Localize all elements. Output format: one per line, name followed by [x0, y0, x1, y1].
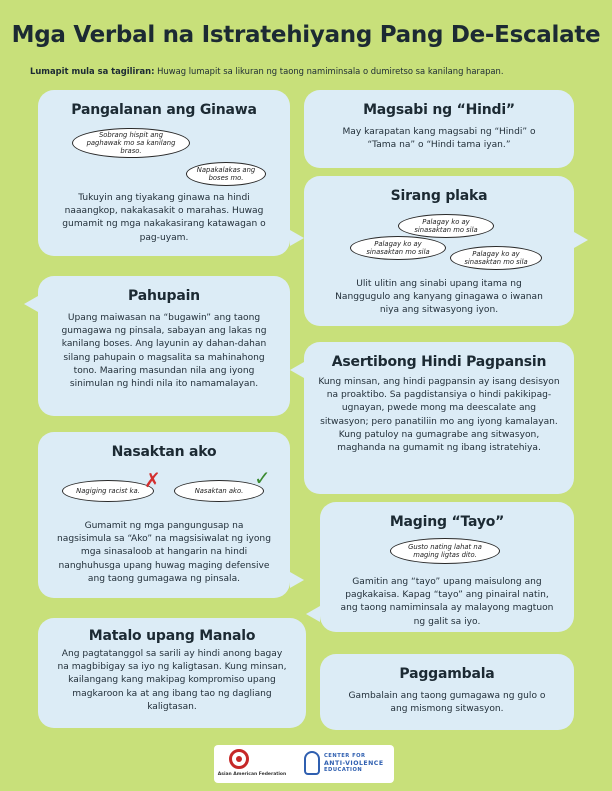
card-paggambala: [320, 654, 574, 730]
card-body: May karapatan kang magsabi ng “Hindi” o “Tama na” o “Hindi tama iyan.”: [342, 127, 536, 151]
card-title: Pangalanan ang Ginawa: [71, 102, 257, 118]
speech-bubble: Napakalakas ang boses mo.: [186, 162, 266, 186]
card-asertibong: [304, 342, 574, 494]
subtitle-lead: Lumapit mula sa tagiliran:: [30, 66, 155, 76]
card-title: Magsabi ng “Hindi”: [363, 102, 515, 118]
aaf-name: Asian American Federation: [217, 772, 287, 777]
card-title: Paggambala: [399, 666, 495, 682]
card-body: Ulit ulitin ang sinabi upang itama ng Nanggugulo ang kanyang ginagawa o iwanan niya ang sitwasyong iyon.: [335, 279, 543, 316]
card-nasaktan: [38, 432, 290, 598]
card-title: Asertibong Hindi Pagpansin: [331, 354, 547, 370]
card-body: Upang maiwasan na “bugawin” ang taong gumagawa ng pinsala, sabayan ang lakas ng kanilang boses. Ang layunin ay dahan-dahan silang pahupain o magsalita sa mahinahong tono. Maaring masundan nila ang iyong sinimulan ng hindi nila ito namamalayan.: [61, 313, 267, 390]
cave-line-1: CENTER FOR: [324, 753, 366, 759]
card-hindi: [304, 90, 574, 168]
card-tayo: [320, 502, 574, 632]
aaf-logo-icon: [229, 749, 249, 769]
subtitle-text: Huwag lumapit sa likuran ng taong namiminsala o dumiretso sa kanilang harapan.: [154, 66, 504, 76]
check-icon: ✓: [254, 466, 271, 490]
card-body: Tukuyin ang tiyakang ginawa na hindi naaangkop, nakakasakit o marahas. Huwag gumamit ng mga nakakasirang katawagan o pag-uyam.: [62, 193, 266, 243]
card-pahupain: [38, 276, 290, 416]
page-title: Mga Verbal na Istratehiyang Pang De-Escalate: [11, 22, 601, 48]
card-body: Ang pagtatanggol sa sarili ay hindi anong bagay na magbibigay sa iyo ng kaligtasan. Kung minsan, kailangang kang makipag kompromiso upang magkaroon ka at ang ibang tao ng dagliang kaligtasan.: [57, 649, 287, 712]
speech-bubble: Palagay ko ay sinasaktan mo sila: [450, 246, 542, 270]
speech-bubble: Gusto nating lahat na maging ligtas dito.: [390, 538, 500, 564]
footer-logos: [214, 745, 394, 783]
card-body: Gambalain ang taong gumagawa ng gulo o ang mismong sitwasyon.: [348, 691, 546, 715]
cave-name: [324, 753, 390, 774]
card-title: Matalo upang Manalo: [88, 628, 256, 644]
card-body: Kung minsan, ang hindi pagpansin ay isang desisyon na proaktibo. Sa pagdistansiya o hindi pakikipag-ugnayan, pwede mong ma deescalate ang sitwasyon; pero panatiliin mo ang iyong kamalayan. Kung patuloy na gumagrabe ang sitwasyon, maghanda na gumamit ng ibang istratehiya.: [318, 377, 560, 454]
card-body: Gumamit ng mga pangungusap na nagsisimula sa “Ako” na magsisiwalat ng iyong mga sinasaloob at hangarin na hindi nanghuhusga upang huwag maging defensive ang taong gumagawa ng pinsala.: [57, 521, 271, 584]
speech-bubble: Sobrang hispit ang paghawak mo sa kanilang braso.: [72, 128, 190, 158]
card-matalo: [38, 618, 306, 728]
speech-bubble: Nagiging racist ka.: [62, 480, 154, 502]
card-title: Sirang plaka: [390, 188, 488, 204]
speech-bubble: Palagay ko ay sinasaktan mo sila: [398, 214, 494, 238]
card-sirang: [304, 176, 574, 326]
card-title: Maging “Tayo”: [389, 514, 505, 530]
hand-logo-icon: [304, 751, 320, 775]
card-body: Gamitin ang “tayo” upang maisulong ang pagkakaisa. Kapag “tayo” ang pinairal natin, ang taong namiminsala ay malayong magtuon ng galit sa iyo.: [340, 577, 554, 627]
speech-bubble: Palagay ko ay sinasaktan mo sila: [350, 236, 446, 260]
cave-line-3: EDUCATION: [324, 767, 363, 773]
page-subtitle: [30, 66, 600, 76]
cross-icon: ✗: [144, 468, 161, 492]
cave-line-2: ANTI-VIOLENCE: [324, 760, 384, 767]
card-title: Pahupain: [128, 288, 200, 304]
card-pangalanan: [38, 90, 290, 256]
card-title: Nasaktan ako: [111, 444, 217, 460]
speech-bubble: Nasaktan ako.: [174, 480, 264, 502]
